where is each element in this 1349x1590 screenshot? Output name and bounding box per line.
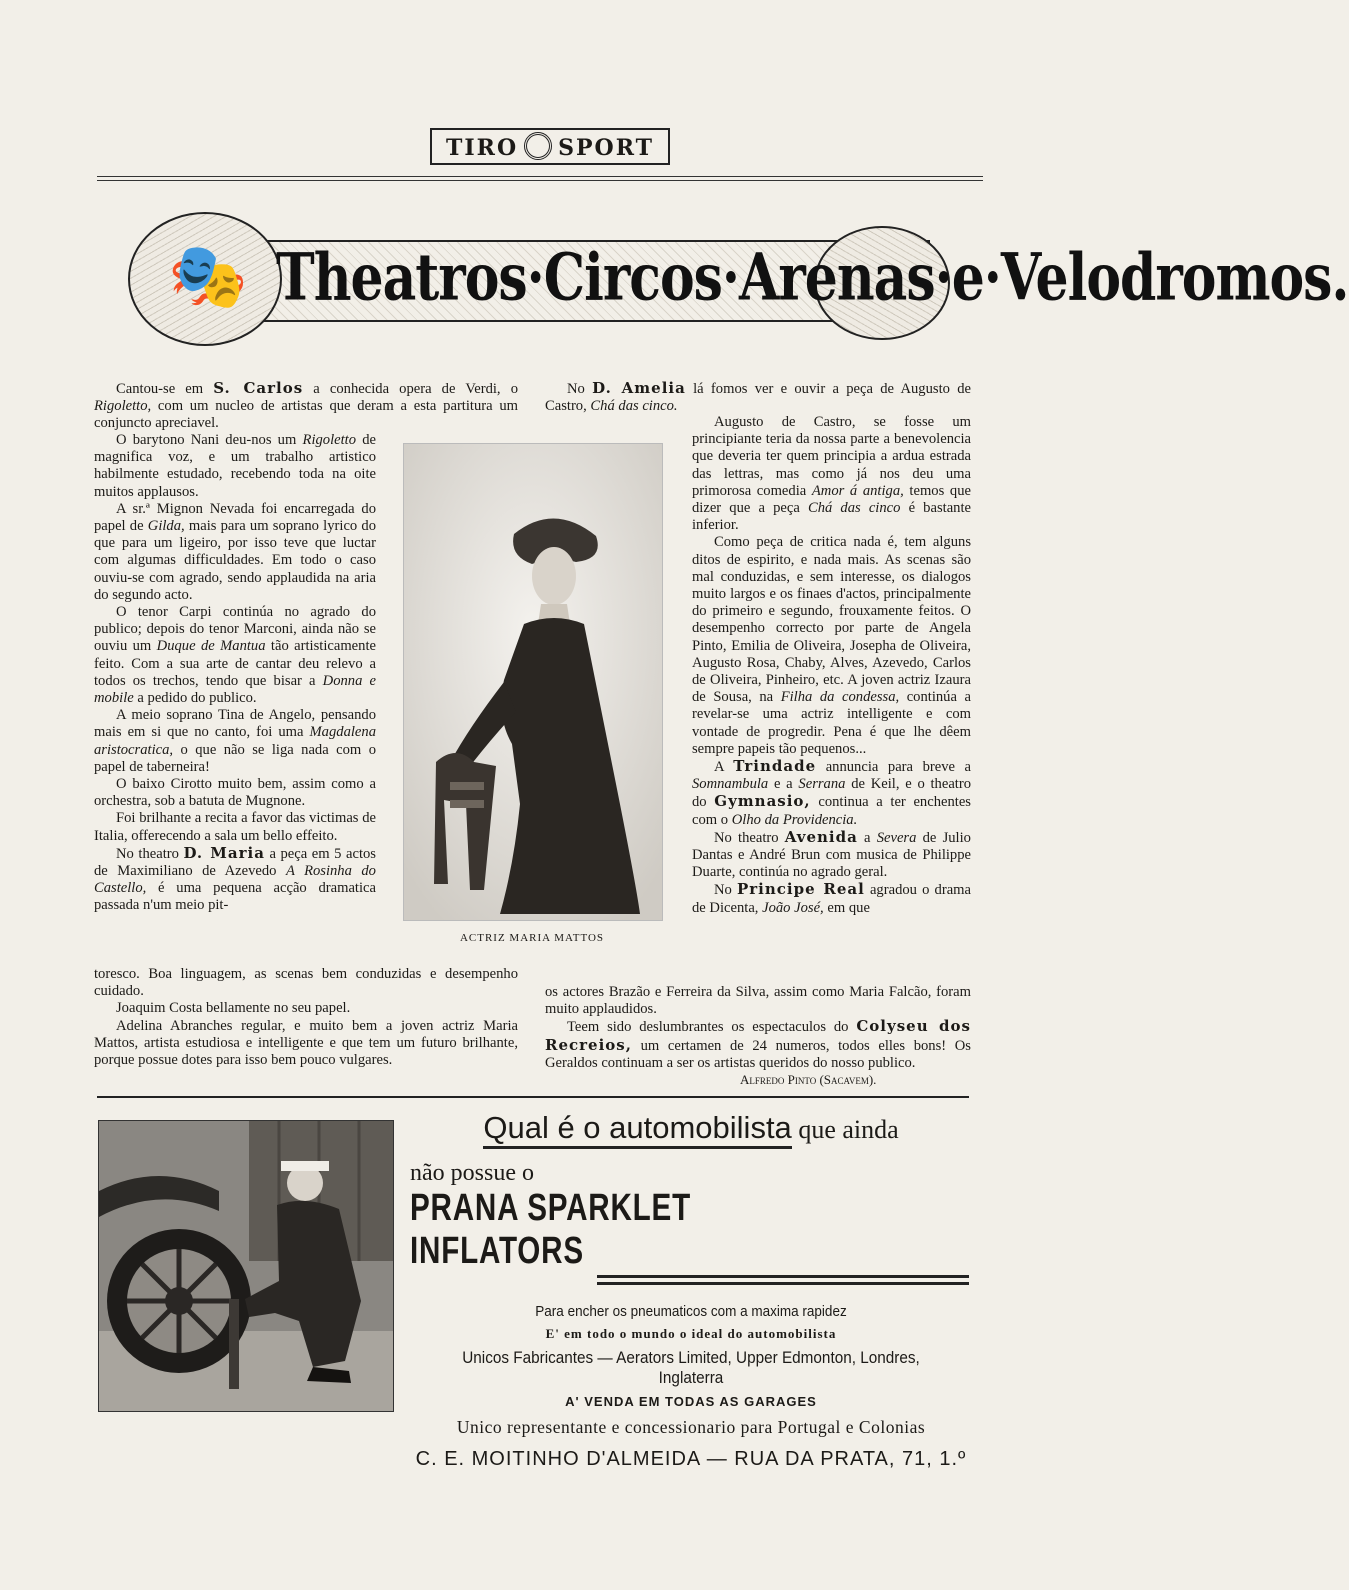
ad-brand-line: não possue o PRANA SPARKLET INFLATORS — [410, 1160, 972, 1273]
section-banner — [128, 212, 1349, 342]
paragraph: A sr.ª Mignon Nevada foi encarregada do papel de Gilda, mais para um soprano lyrico do que para um ligeiro, por isso teve que luctar com algumas difficuldades. Em todo o caso ouviu-se com agrado, sendo applaudida na aria do segundo acto. — [94, 500, 377, 603]
brand-name: PRANA SPARKLET INFLATORS — [410, 1187, 691, 1272]
left-column — [94, 432, 376, 915]
photo-caption: ACTRIZ MARIA MATTOS — [459, 932, 605, 944]
masthead — [0, 128, 1100, 165]
left-column-top: Cantou-se em S. Carlos a conhecida opera de Verdi, o Rigoletto, com um nucleo de artistas que deram a esta partitura um conjuncto apreciavel. — [94, 379, 518, 432]
left-column-bottom — [94, 966, 518, 1069]
theatre-masks-icon: 🎭 — [168, 241, 248, 312]
tyre-inflation-illustration — [99, 1121, 393, 1411]
logo-left-text: TIRO — [446, 135, 519, 161]
masthead-logo — [430, 128, 670, 165]
paragraph: Teem sido deslumbrantes os espectaculos do Colyseu dos Recreios, um certamen de 24 numeros, todos elles bons! Os Geraldos continuam a ser os artistas queridos do nosso publico. — [545, 1017, 971, 1071]
ad-separator-rule — [97, 1096, 969, 1098]
paragraph: No theatro D. Maria a peça em 5 actos de Maximiliano de Azevedo A Rosinha do Castello, é uma pequena acção dramatica passada n'um meio pit- — [94, 843, 376, 914]
ad-headline: Qual é o automobilista que ainda — [410, 1110, 972, 1146]
ad-address: C. E. MOITINHO D'ALMEIDA — RUA DA PRATA, 71, 1.º — [415, 1448, 967, 1470]
paragraph: O barytono Nani deu-nos um Rigoletto de magnifica voz, e um trabalho artistico habilmente estudado, recebendo toda na oite muitos applausos. — [94, 432, 377, 500]
ad-availability: A' VENDA EM TODAS AS GARAGES — [565, 1394, 817, 1409]
ad-tagline: Para encher os pneumaticos com a maxima rapidez — [535, 1303, 847, 1320]
paragraph: Joaquim Costa bellamente no seu papel. — [116, 1000, 351, 1017]
advertisement — [410, 1110, 972, 1471]
ad-representative: Unico representante e concessionario para Portugal e Colonias — [456, 1417, 926, 1437]
paragraph: Foi brilhante a recita a favor das victimas de Italia, offerecendo a sala um bello effeito. — [94, 810, 376, 844]
actress-photo — [403, 443, 663, 921]
paragraph: No Principe Real agradou o drama de Dicenta, João José, em que — [692, 880, 971, 916]
paragraph: Augusto de Castro, se fosse um principiante teria da nossa parte a benevolencia que deveria ter quem principia a ardua estrada das lettras, mas como já nos deu uma primorosa comedia Amor á antiga, temos que dizer que a peça Chá das cinco é bastante inferior. — [692, 414, 971, 534]
ad-manufacturer: Unicos Fabricantes — Aerators Limited, Upper Edmonton, Londres, Inglaterra — [462, 1348, 920, 1387]
paragraph: O baixo Cirotto muito bem, assim como a orchestra, sob a batuta de Mugnone. — [94, 776, 376, 810]
paragraph: Adelina Abranches regular, e muito bem a joven actriz Maria Mattos, artista estudiosa e intelligente e que tem um futuro brilhante, porque possue dotes para isso bem pouco vulgares. — [94, 1017, 518, 1069]
top-rule — [97, 176, 983, 181]
paragraph: toresco. Boa linguagem, as scenas bem conduzidas e desempenho cuidado. — [94, 966, 518, 1000]
section-title: Theatros·Circos·Arenas·e·Velodromos. — [276, 239, 1349, 316]
ad-slogan: E' em todo o mundo o ideal do automobilista — [545, 1326, 837, 1341]
brand-underline — [597, 1275, 969, 1285]
paragraph: Como peça de critica nada é, tem alguns ditos de espirito, e nada mais. As scenas são mal conduzidas, e sem interesse, os dialogos muito largos e os finaes d'actos, principalmente do primeiro e segundo, frouxamente feitos. O desempenho correcto por parte de Angela Pinto, Emilia de Oliveira, Josepha de Oliveira, Augusto Rosa, Chaby, Alves, Azevedo, Carlos de Oliveira, Pinheiro, etc. A joven actriz Izaura de Sousa, na Filha da condessa, continúa a revelar-se uma actriz intelligente e com vontade de progredir. Pena é que lhe dêem sempre papeis tão pequenos... — [692, 534, 971, 757]
paragraph: A Trindade annuncia para breve a Somnambula e a Serrana de Keil, e o theatro do Gymnasio, continua a ter enchentes com o Olho da Providencia. — [692, 757, 972, 828]
right-column-bottom — [545, 984, 971, 1072]
logo-right-text: SPORT — [558, 135, 654, 161]
ad-photo-mechanic-wheel — [98, 1120, 394, 1412]
right-column-top: No D. Amelia lá fomos ver e ouvir a peça de Augusto de Castro, Chá das cinco. — [545, 379, 971, 415]
paragraph: O tenor Carpi continúa no agrado do publico; depois do tenor Marconi, ainda não se ouviu um Duque de Mantua tão artisticamente feito. Com a sua arte de cantar deu relevo a todos os trechos, tendo que bisar a Donna e mobile a pedido do publico. — [94, 604, 377, 707]
paragraph: No theatro Avenida a Severa de Julio Dantas e André Brun com musica de Philippe Duarte, continúa no agrado geral. — [692, 827, 971, 881]
right-column — [692, 414, 971, 917]
actress-portrait-illustration — [404, 444, 662, 920]
author-signature: Alfredo Pinto (Sacavem). — [740, 1072, 877, 1087]
paragraph: os actores Brazão e Ferreira da Silva, assim como Maria Falcão, foram muito applaudidos. — [545, 984, 971, 1018]
target-icon — [524, 132, 552, 160]
paragraph: A meio soprano Tina de Angelo, pensando mais em si que no canto, foi uma Magdalena aristocratica, o que não se liga nada com o papel de taberneira! — [94, 707, 376, 775]
